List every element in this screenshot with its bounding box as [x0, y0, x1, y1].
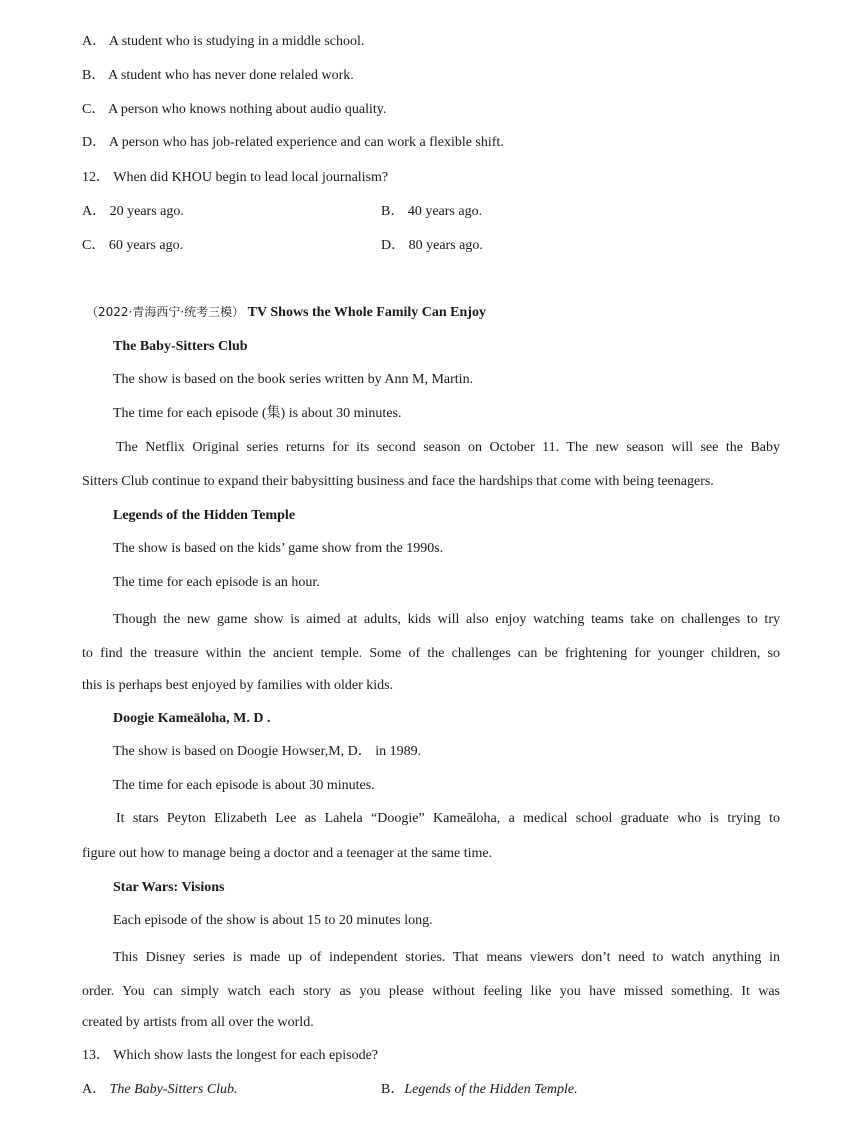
show-based-on: The show is based on the kids’ game show from the 1990s. — [113, 541, 444, 556]
q11-option-b — [82, 67, 354, 85]
show-desc-line: It stars Peyton Elizabeth Lee as Lahela “Doogie” Kameāloha, a medical school graduate who is trying to — [116, 811, 780, 826]
show-desc-line: Sitters Club continue to expand their babysitting business and face the hardships that come with being teenagers. — [82, 474, 714, 489]
option-letter: B． — [82, 68, 106, 83]
show-time: The time for each episode is an hour. — [113, 575, 320, 590]
show-desc-line: This Disney series is made up of independent stories. That means viewers don’t need to watch anything in — [113, 950, 780, 965]
option-letter: D． — [381, 238, 406, 253]
q13-option-b — [381, 1081, 578, 1099]
q12-option-d — [381, 237, 483, 255]
show-time: Each episode of the show is about 15 to 20 minutes long. — [113, 913, 433, 928]
q12-option-b — [381, 203, 482, 221]
question-text: Which show lasts the longest for each episode? — [113, 1048, 379, 1063]
passage-title: TV Shows the Whole Family Can Enjoy — [247, 305, 486, 320]
show-desc-line: created by artists from all over the world. — [82, 1015, 314, 1030]
option-text: A person who knows nothing about audio quality. — [108, 102, 387, 117]
show-title: Star Wars: Visions — [113, 880, 225, 895]
option-letter: B． — [381, 1082, 405, 1097]
option-text: The Baby-Sitters Club. — [109, 1082, 238, 1097]
q13-option-a — [82, 1081, 238, 1099]
show-desc-line: to find the treasure within the ancient temple. Some of the challenges can be frightening for younger children, so — [82, 646, 780, 661]
q13-stem — [82, 1047, 378, 1065]
option-letter: A． — [82, 34, 107, 49]
show-desc-line: this is perhaps best enjoyed by families with older kids. — [82, 678, 394, 693]
show-based-on: The show is based on Doogie Howser,M, D． in 1989. — [113, 744, 422, 759]
show-desc-line: figure out how to manage being a doctor and a teenager at the same time. — [82, 846, 493, 861]
option-text: Legends of the Hidden Temple. — [404, 1082, 578, 1097]
show-desc-line: Though the new game show is aimed at adults, kids will also enjoy watching teams take on challenges to try — [113, 612, 780, 627]
option-letter: A． — [82, 204, 107, 219]
option-text: 40 years ago. — [407, 204, 483, 219]
show-based-on: The show is based on the book series written by Ann M, Martin. — [113, 372, 474, 387]
option-letter: A． — [82, 1082, 107, 1097]
q11-option-d — [82, 134, 504, 152]
q12-option-c — [82, 237, 183, 255]
q12-stem — [82, 169, 388, 187]
show-desc-line: The Netflix Original series returns for its second season on October 11. The new season will see the Baby — [116, 440, 780, 455]
option-letter: C． — [82, 102, 106, 117]
show-time: The time for each episode (集) is about 30 minutes. — [113, 406, 402, 421]
q12-option-a — [82, 203, 184, 221]
q11-option-a — [82, 33, 364, 51]
option-letter: B． — [381, 204, 405, 219]
option-text: 80 years ago. — [408, 238, 483, 253]
option-text: 20 years ago. — [109, 204, 184, 219]
question-number: 12． — [82, 170, 110, 185]
option-text: A person who has job-related experience and can work a flexible shift. — [108, 135, 504, 150]
q11-option-c — [82, 101, 386, 119]
question-text: When did KHOU begin to lead local journalism? — [113, 170, 389, 185]
show-title: The Baby-Sitters Club — [113, 339, 248, 354]
passage-header — [86, 303, 486, 322]
passage-source: （2022·青海西宁·统考三模） — [86, 305, 245, 319]
option-text: 60 years ago. — [108, 238, 184, 253]
question-number: 13． — [82, 1048, 110, 1063]
option-text: A student who is studying in a middle school. — [108, 34, 365, 49]
show-title: Doogie Kameāloha, M. D . — [113, 711, 271, 726]
option-text: A student who has never done relaled work. — [108, 68, 354, 83]
show-desc-line: order. You can simply watch each story as you please without feeling like you have missed something. It was — [82, 984, 780, 999]
show-title: Legends of the Hidden Temple — [113, 508, 296, 523]
option-letter: C． — [82, 238, 106, 253]
option-letter: D． — [82, 135, 107, 150]
show-time: The time for each episode is about 30 minutes. — [113, 778, 375, 793]
